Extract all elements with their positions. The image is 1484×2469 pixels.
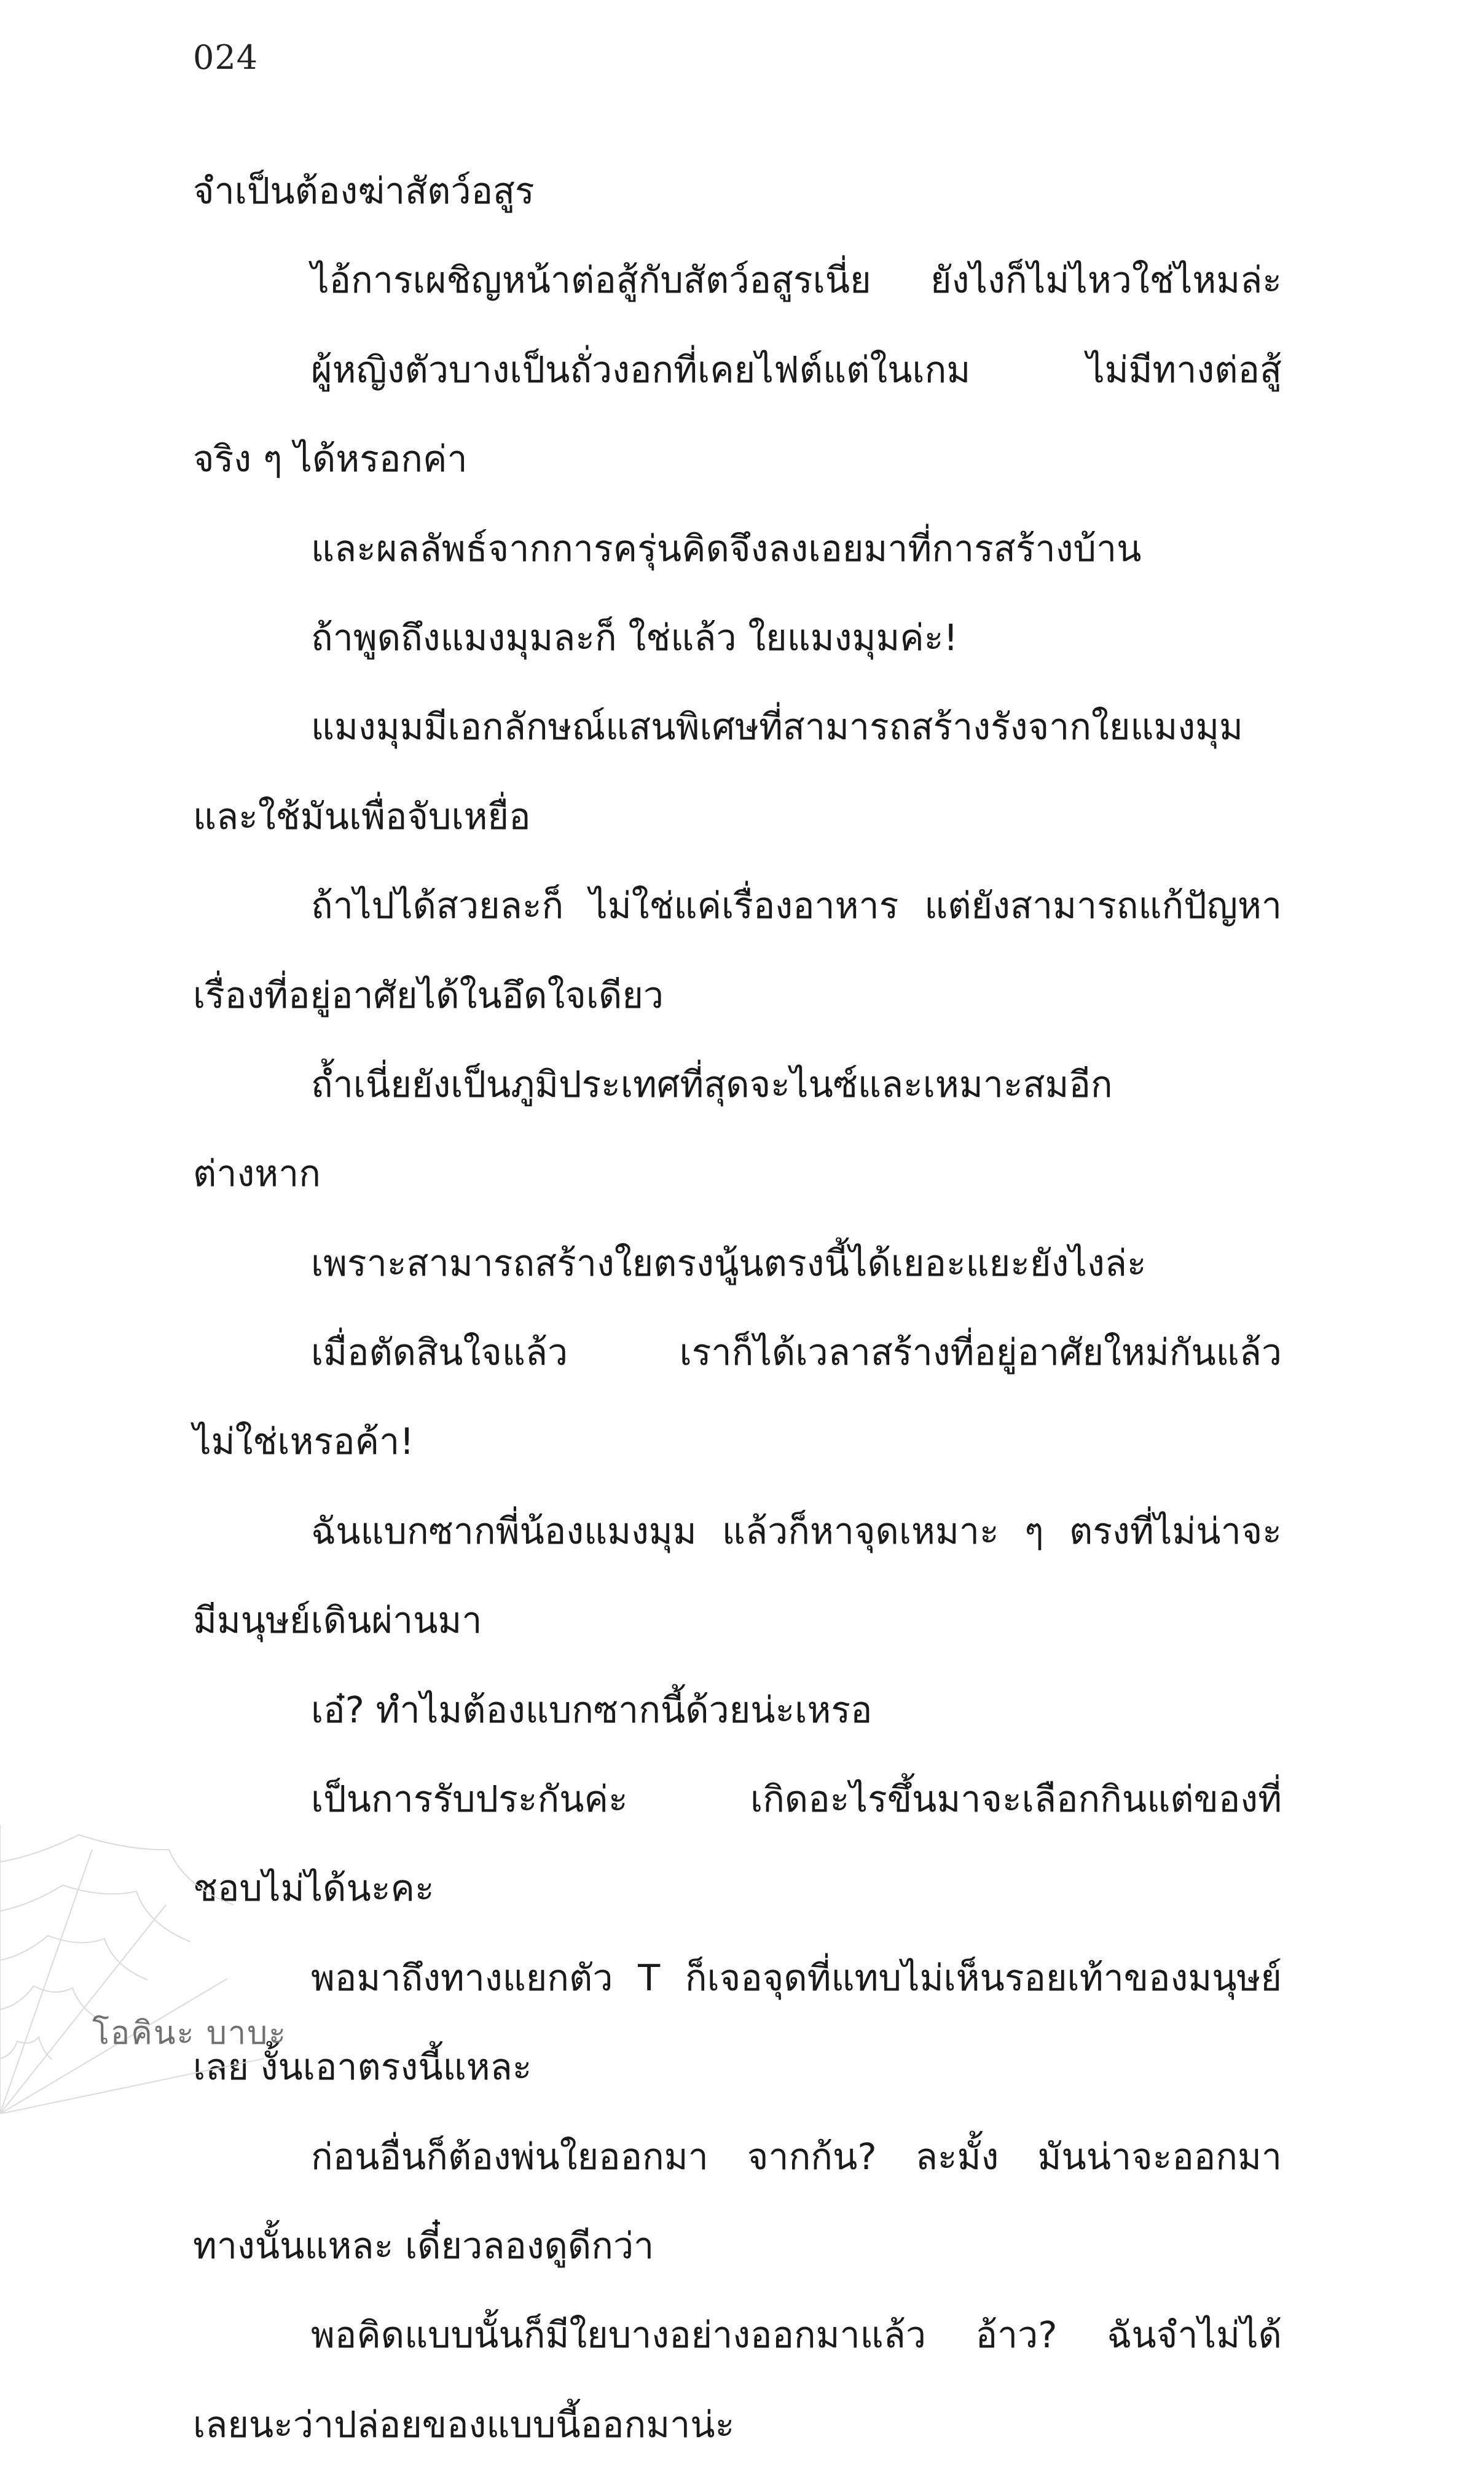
text-line: พอมาถึงทางแยกตัว T ก็เจอจุดที่แทบไม่เห็นรอยเท้าของมนุษย์ (311, 1956, 1282, 1999)
author-name: โอคินะ บาบะ (92, 2015, 288, 2052)
page-number: 024 (193, 38, 259, 77)
text-line: ชอบไม่ได้นะคะ (193, 1867, 434, 1910)
text-line: ถ้ำเนี่ยยังเป็นภูมิประเทศที่สุดจะไนซ์และเหมาะสมอีก (311, 1062, 1113, 1105)
text-line: ทางนั้นแหละ เดี๋ยวลองดูดีกว่า (193, 2224, 654, 2267)
text-line: เลยนะว่าปล่อยของแบบนี้ออกมาน่ะ (193, 2403, 735, 2446)
text-line: และใช้มันเพื่อจับเหยื่อ (193, 795, 531, 838)
text-line: จริง ๆ ได้หรอกค่า (193, 438, 468, 481)
text-line: จำเป็นต้องฆ่าสัตว์อสูร (193, 170, 535, 212)
text-line: ผู้หญิงตัวบางเป็นถั่วงอกที่เคยไฟต์แต่ในเกม ไม่มีทางต่อสู้ (311, 348, 1282, 391)
text-line: มีมนุษย์เดินผ่านมา (193, 1599, 482, 1642)
text-line: แมงมุมมีเอกลักษณ์แสนพิเศษที่สามารถสร้างรังจากใยแมงมุม (311, 705, 1243, 748)
text-line: ถ้าพูดถึงแมงมุมละก็ ใช่แล้ว ใยแมงมุมค่ะ! (311, 616, 959, 659)
text-line: เอ๋? ทำไมต้องแบกซากนี้ด้วยน่ะเหรอ (311, 1688, 873, 1731)
text-line: เป็นการรับประกันค่ะ เกิดอะไรขึ้นมาจะเลือกกินแต่ของที่ (311, 1778, 1282, 1821)
text-line: เรื่องที่อยู่อาศัยได้ในอึดใจเดียว (193, 973, 664, 1016)
text-line: เพราะสามารถสร้างใยตรงนู้นตรงนี้ได้เยอะแยะยังไงล่ะ (311, 1241, 1147, 1284)
text-line: ไม่ใช่เหรอค้า! (193, 1420, 414, 1463)
text-line: ถ้าไปได้สวยละก็ ไม่ใช่แค่เรื่องอาหาร แต่ยังสามารถแก้ปัญหา (311, 884, 1282, 927)
body-text (193, 146, 1282, 2469)
text-line: ก่อนอื่นก็ต้องพ่นใยออกมา จากก้น? ละมั้ง มันน่าจะออกมา (311, 2135, 1282, 2178)
text-line: ต่างหาก (193, 1152, 321, 1195)
text-line: พอคิดแบบนั้นก็มีใยบางอย่างออกมาแล้ว อ้าว? ฉันจำไม่ได้ (311, 2314, 1282, 2357)
text-line: เมื่อตัดสินใจแล้ว เราก็ได้เวลาสร้างที่อยู่อาศัยใหม่กันแล้ว (311, 1331, 1282, 1374)
text-line: ไอ้การเผชิญหน้าต่อสู้กับสัตว์อสูรเนี่ย ยังไงก็ไม่ไหวใช่ไหมล่ะ (311, 259, 1282, 302)
text-line: เลย งั้นเอาตรงนี้แหละ (193, 2046, 532, 2089)
text-line: ฉันแบกซากพี่น้องแมงมุม แล้วก็หาจุดเหมาะ ๆ ตรงที่ไม่น่าจะ (311, 1509, 1282, 1552)
spider-web-decoration (0, 1813, 270, 2114)
text-line: และผลลัพธ์จากการครุ่นคิดจึงลงเอยมาที่การสร้างบ้าน (311, 527, 1142, 570)
